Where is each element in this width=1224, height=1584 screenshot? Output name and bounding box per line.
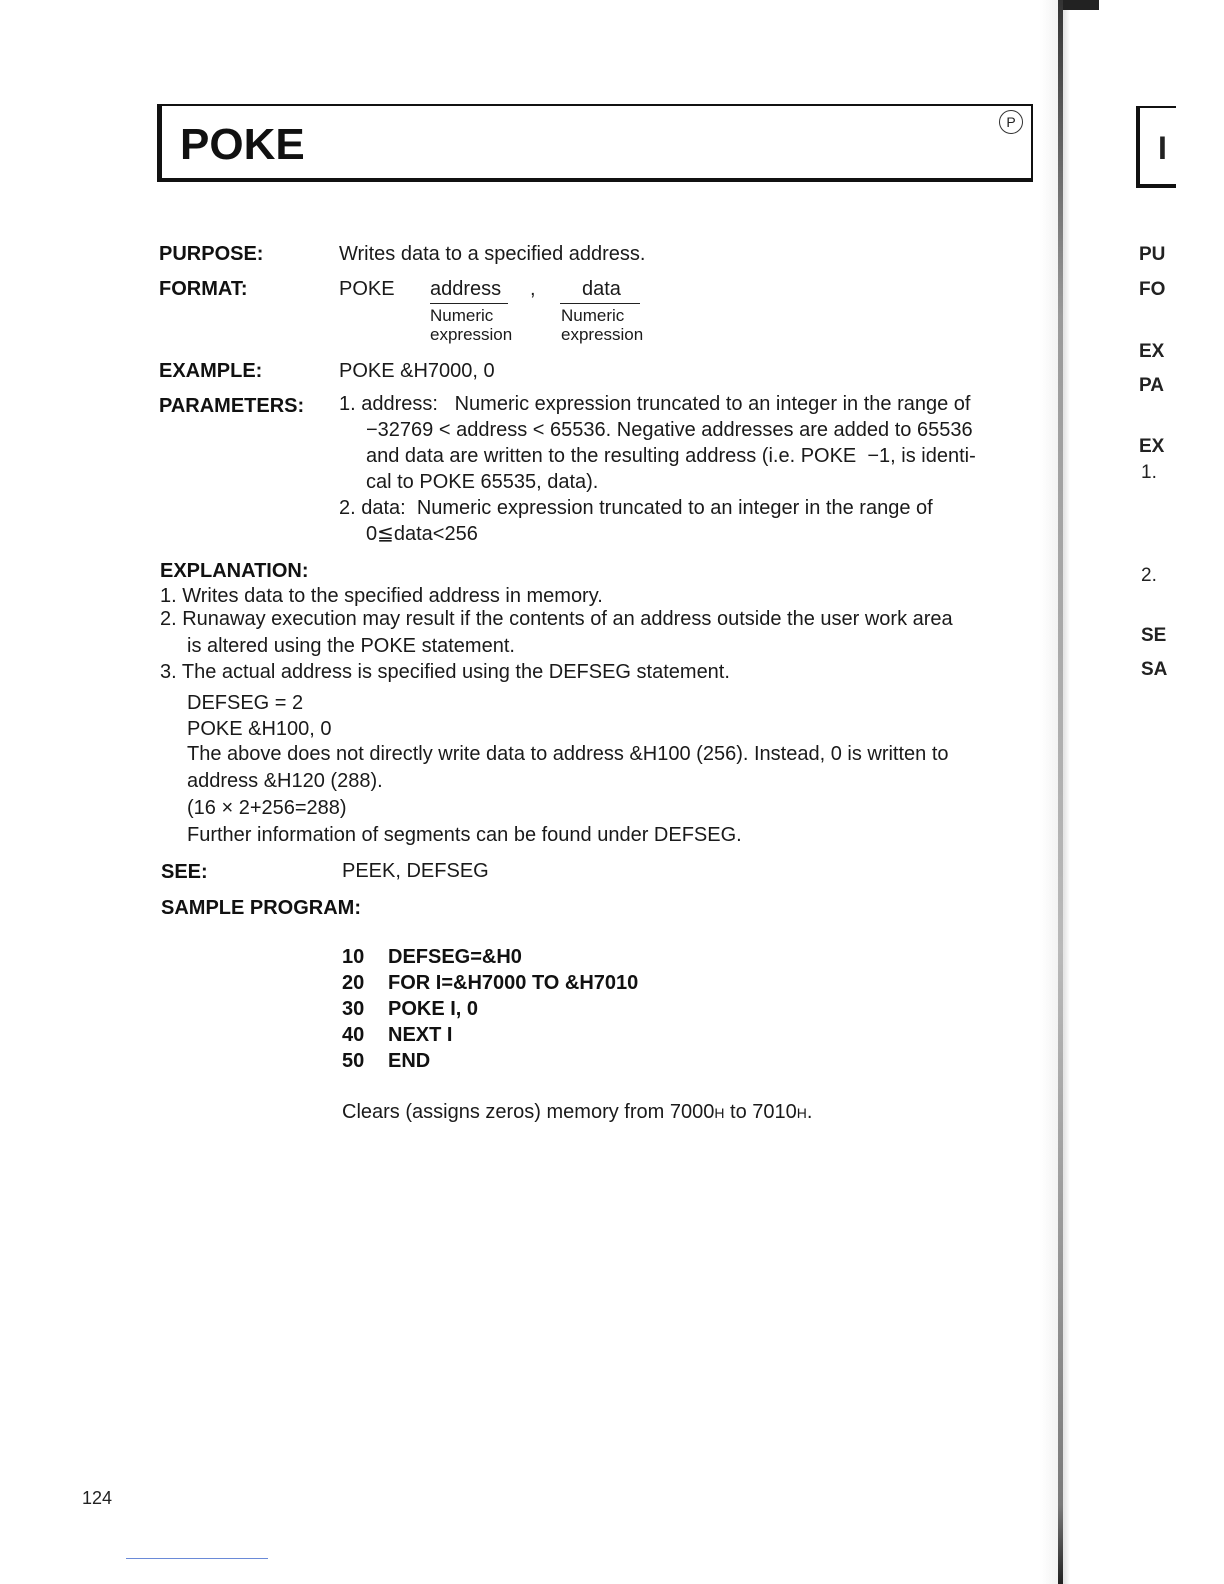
format-arg2-desc-2: expression [561, 325, 644, 344]
code-line: 20 FOR I=&H7000 TO &H7010 [342, 972, 639, 994]
format-label: FORMAT: [159, 278, 248, 300]
next-page-margin-label: 2. [1141, 565, 1157, 586]
spine-top-corner [1063, 0, 1099, 10]
code-line: 10 DEFSEG=&H0 [342, 946, 522, 968]
param-1-line-1: 1. address: Numeric expression truncated to an integer in the range of [339, 393, 971, 415]
see-text: PEEK, DEFSEG [342, 860, 489, 882]
param-1-line-3: and data are written to the resulting address (i.e. POKE −1, is identi- [366, 445, 976, 467]
sample-program-label: SAMPLE PROGRAM: [161, 897, 361, 919]
parameters-label: PARAMETERS: [159, 395, 305, 417]
explanation-calc: (16 × 2+256=288) [187, 797, 347, 819]
code-line: 30 POKE I, 0 [342, 998, 479, 1020]
format-arg1-underline [430, 303, 508, 304]
format-separator: , [530, 278, 536, 300]
next-page-margin-label: PU [1139, 244, 1166, 265]
next-page-margin-label: 1. [1141, 462, 1157, 483]
format-arg-data: data [582, 278, 621, 300]
page-title: POKE [180, 120, 305, 169]
example-text: POKE &H7000, 0 [339, 360, 495, 382]
book-spine [1058, 0, 1063, 1584]
param-2-line-1: 2. data: Numeric expression truncated to an integer in the range of [339, 497, 933, 519]
explanation-further: Further information of segments can be found under DEFSEG. [187, 824, 742, 846]
explanation-item-3: 3. The actual address is specified using the DEFSEG statement. [160, 661, 730, 683]
format-arg1-desc-1: Numeric [430, 306, 494, 325]
next-page-margin-label: SA [1141, 659, 1168, 680]
next-page-margin-label: EX [1139, 341, 1165, 362]
example-label: EXAMPLE: [159, 360, 263, 382]
format-arg-address: address [430, 278, 502, 300]
format-arg2-underline [560, 303, 640, 304]
explanation-code-2: POKE &H100, 0 [187, 718, 332, 740]
explanation-code-1: DEFSEG = 2 [187, 692, 304, 714]
explanation-label: EXPLANATION: [160, 560, 309, 582]
next-page-title-box: I [1136, 106, 1176, 188]
sample-program-description: Clears (assigns zeros) memory from 7000H to 7010H. [342, 1101, 813, 1123]
param-1-line-2: −32769 < address < 65536. Negative addresses are added to 65536 [366, 419, 973, 441]
explanation-item-2-line-2: is altered using the POKE statement. [187, 635, 515, 657]
format-arg2-desc-1: Numeric [561, 306, 625, 325]
format-keyword: POKE [339, 278, 395, 300]
code-line: 40 NEXT I [342, 1024, 453, 1046]
explanation-note-line-1: The above does not directly write data to address &H100 (256). Instead, 0 is written to [187, 743, 949, 765]
see-label: SEE: [161, 861, 208, 883]
param-1-line-4: cal to POKE 65535, data). [366, 471, 599, 493]
explanation-item-1: 1. Writes data to the specified address in memory. [160, 585, 603, 607]
sample-program-code [342, 944, 638, 1074]
book-spine-shadow [1040, 0, 1224, 1584]
purpose-label: PURPOSE: [159, 243, 264, 265]
page-number: 124 [82, 1488, 113, 1508]
explanation-note-line-2: address &H120 (288). [187, 770, 383, 792]
next-page-margin-label: PA [1139, 375, 1164, 396]
footer-rule [126, 1558, 268, 1559]
mode-badge: P [999, 110, 1023, 134]
title-box [157, 104, 1033, 182]
code-line: 50 END [342, 1050, 431, 1072]
next-page-margin-label: FO [1139, 279, 1166, 300]
purpose-text: Writes data to a specified address. [339, 243, 646, 265]
next-page-margin-label: EX [1139, 436, 1165, 457]
next-page-margin-label: SE [1141, 625, 1167, 646]
explanation-item-2-line-1: 2. Runaway execution may result if the contents of an address outside the user work area [160, 608, 953, 630]
param-2-line-2: 0≦data<256 [366, 523, 478, 545]
format-arg1-desc-2: expression [430, 325, 513, 344]
